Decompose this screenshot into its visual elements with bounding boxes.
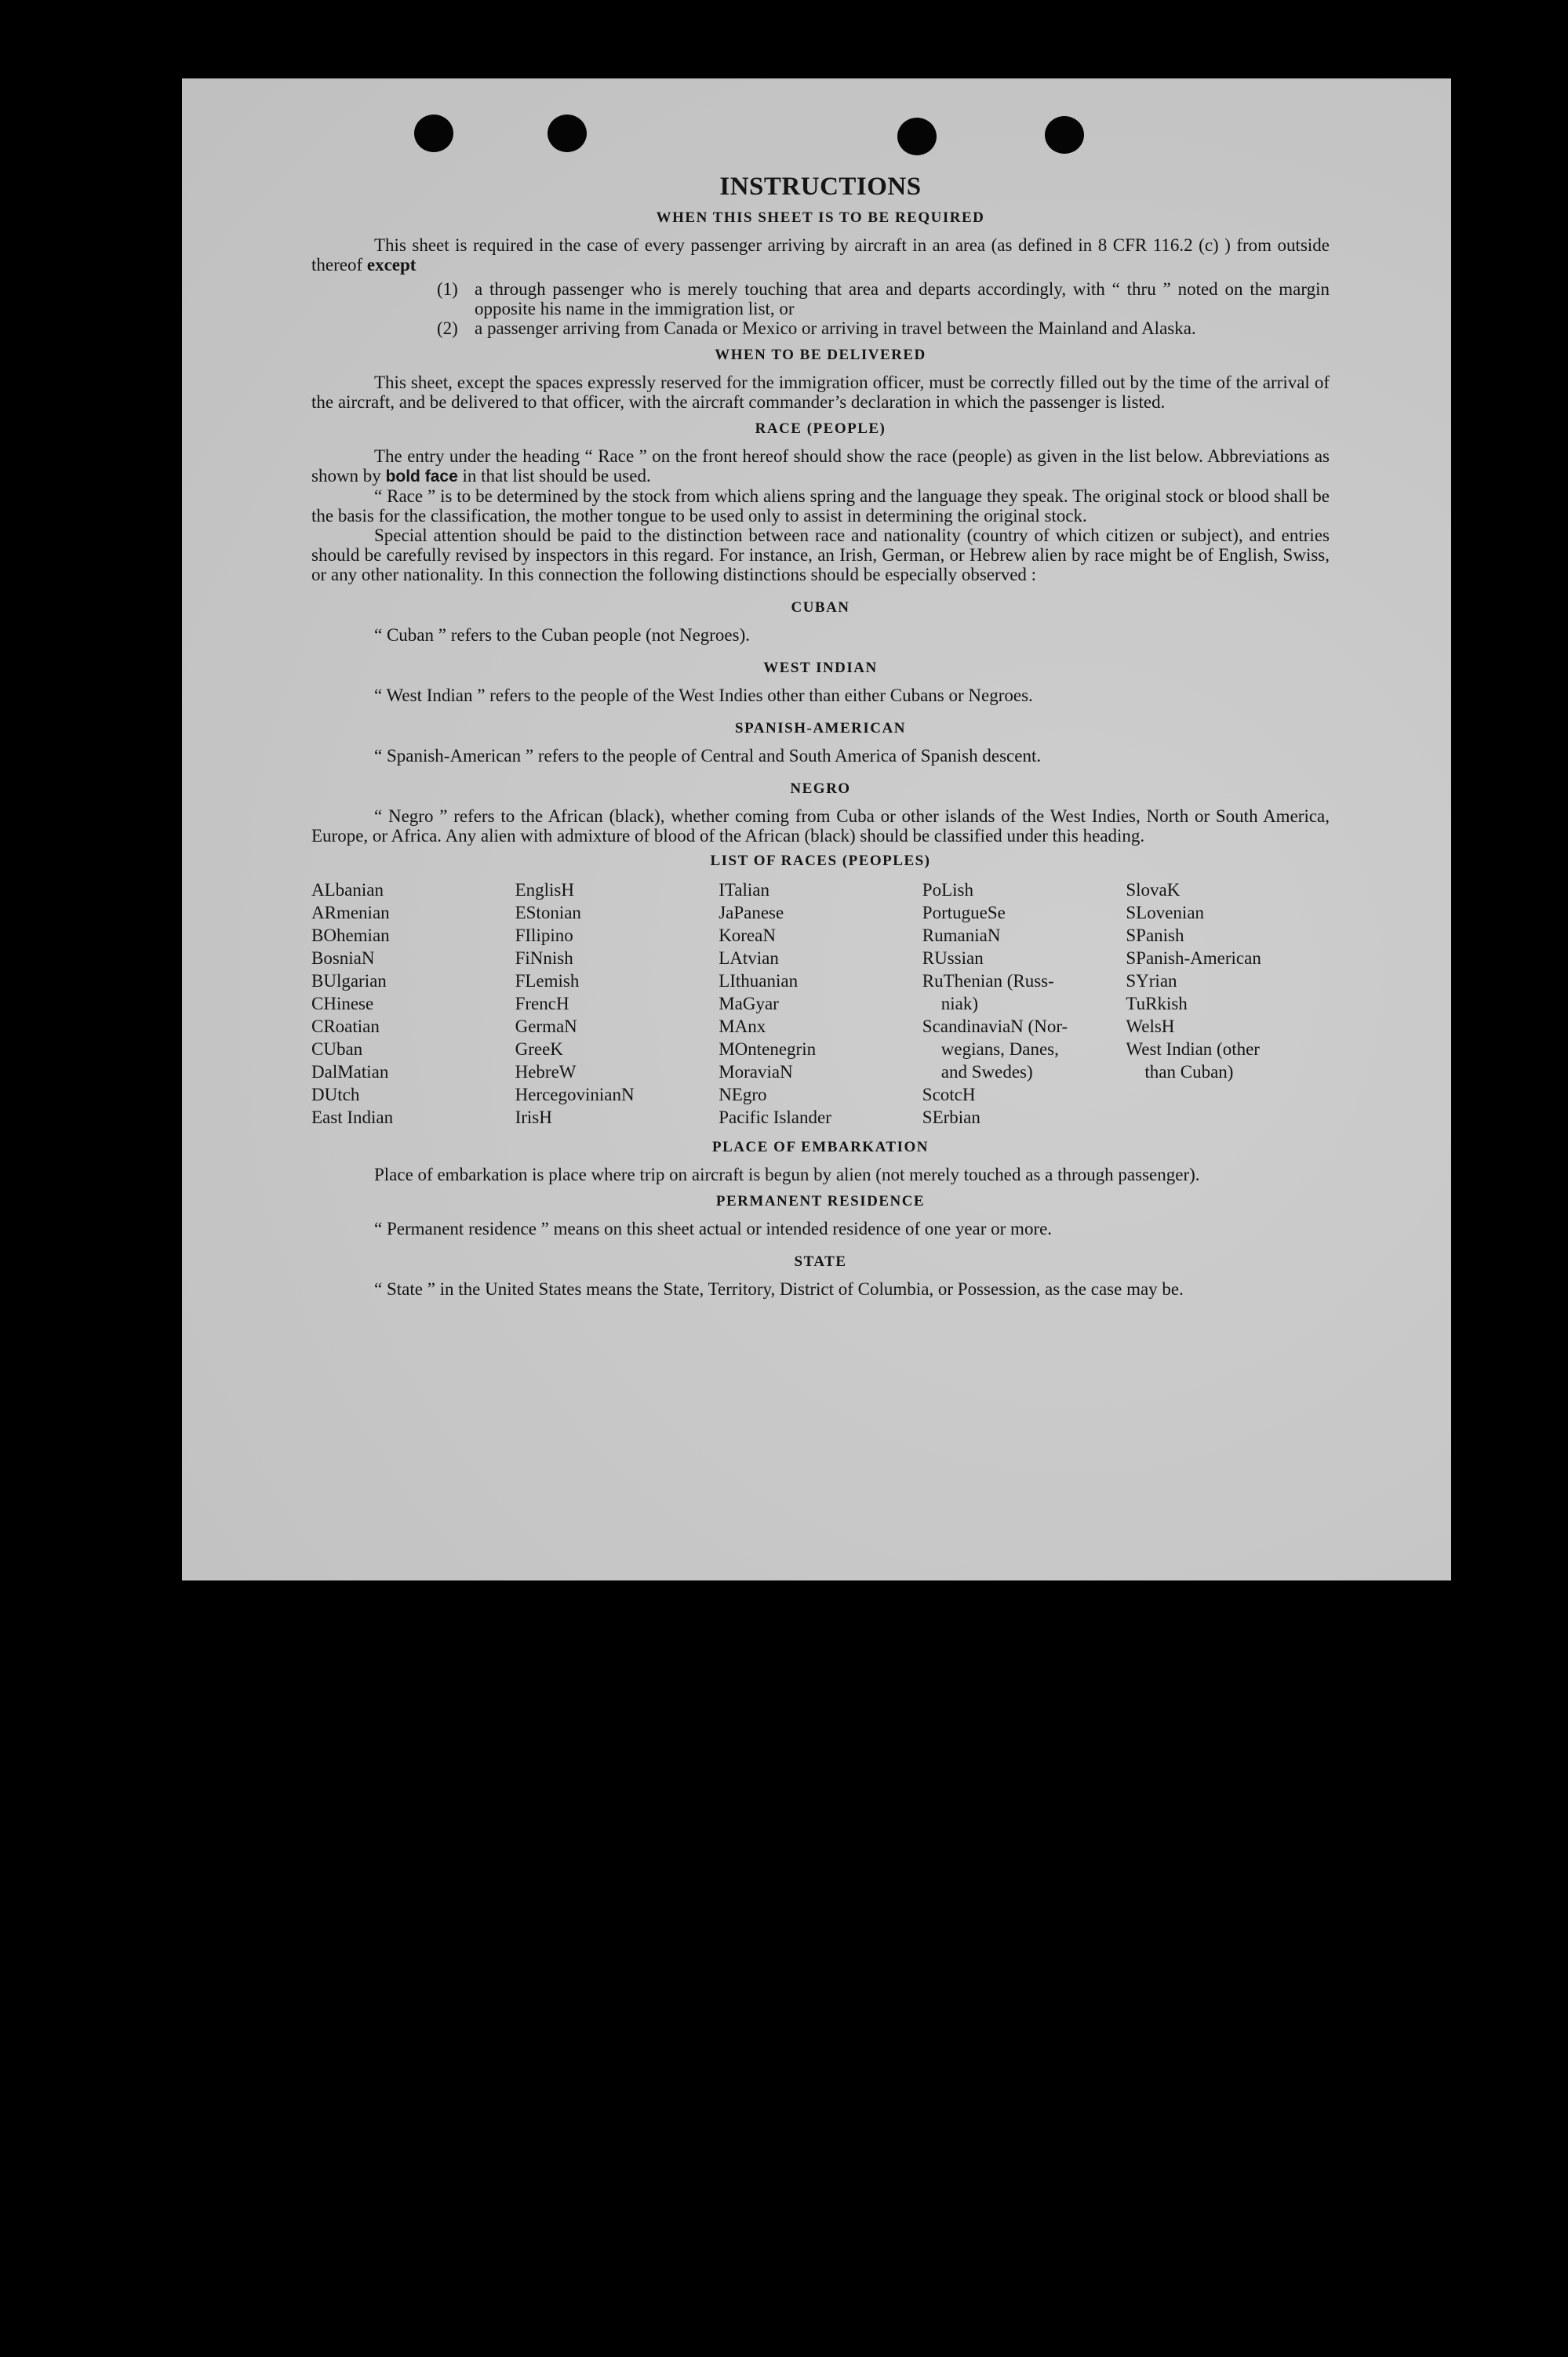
race-entry: KoreaN xyxy=(719,926,776,945)
instructions-body xyxy=(311,173,1330,1299)
race-entry: TuRkish xyxy=(1126,994,1188,1013)
race-entry: MAnx xyxy=(719,1017,766,1036)
race-entry: West Indian (other xyxy=(1126,1039,1260,1059)
except-keyword: except xyxy=(366,255,417,275)
state-definition: “ State ” in the United States means the State, Territory, District of Columbia, or Possession, as the case may be. xyxy=(374,1279,1184,1299)
section-heading-negro: NEGRO xyxy=(790,780,851,797)
races-list-heading: LIST OF RACES (PEOPLES) xyxy=(710,853,931,869)
race-entry: CUban xyxy=(311,1039,363,1059)
race-entry: RUssian xyxy=(922,948,984,968)
race-entry: SLovenian xyxy=(1126,903,1205,922)
race-entry: ITalian xyxy=(719,880,769,900)
race-entry: GreeK xyxy=(515,1039,563,1059)
race-entry: niak) xyxy=(940,994,979,1013)
races-column-2 xyxy=(515,878,719,1129)
item-text: a through passenger who is merely touching that area and departs accordingly, with “ thru ” noted on the margin opposite his name in the immigration list, or xyxy=(475,279,1330,318)
section-heading-delivered: WHEN TO BE DELIVERED xyxy=(715,347,926,363)
race-entry: ALbanian xyxy=(311,880,384,900)
race-entry: BUlgarian xyxy=(311,971,387,991)
bold-face-keyword: bold face xyxy=(385,467,458,486)
punch-hole xyxy=(1045,116,1084,154)
section-heading-required: WHEN THIS SHEET IS TO BE REQUIRED xyxy=(656,209,985,226)
race-entry: RuThenian (Russ- xyxy=(922,971,1054,991)
race-entry: SPanish-American xyxy=(1126,948,1261,968)
race-text-b: in that list should be used. xyxy=(462,466,651,486)
race-entry: PoLish xyxy=(922,880,973,900)
race-entry: SlovaK xyxy=(1126,880,1181,900)
races-column-1 xyxy=(311,878,515,1129)
delivered-paragraph: This sheet, except the spaces expressly reserved for the immigration officer, must be correctly filled out by the time of the arrival of the aircraft, and be delivered to that officer, with the aircraft commander’s declaration in which the passenger is listed. xyxy=(311,373,1330,412)
race-entry: FIlipino xyxy=(515,926,573,945)
section-heading-embarkation: PLACE OF EMBARKATION xyxy=(712,1139,929,1155)
races-column-3 xyxy=(719,878,922,1129)
race-entry: than Cuban) xyxy=(1144,1062,1234,1082)
race-entry: DalMatian xyxy=(311,1062,389,1082)
race-entry: WelsH xyxy=(1126,1017,1175,1036)
race-entry: DUtch xyxy=(311,1085,360,1104)
race-paragraph-3: Special attention should be paid to the distinction between race and nationality (country of which citizen or subject), and entries should be carefully revised by inspectors in this regard. For instance, an Irish, German, or Hebrew alien by race might be of English, Swiss, or any other nationality. In this connection the following distinctions should be especially observed : xyxy=(311,526,1330,584)
races-list xyxy=(311,878,1330,1129)
cuban-definition: “ Cuban ” refers to the Cuban people (not Negroes). xyxy=(374,625,751,645)
race-entry: JaPanese xyxy=(719,903,784,922)
race-entry: FiNnish xyxy=(515,948,573,968)
spanish-american-definition: “ Spanish-American ” refers to the people of Central and South America of Spanish descent. xyxy=(374,746,1042,766)
negro-definition: “ Negro ” refers to the African (black), whether coming from Cuba or other islands of the West Indies, North or South America, Europe, or Africa. Any alien with admixture of blood of the African (black) should be classified under this heading. xyxy=(311,806,1330,846)
race-entry: HebreW xyxy=(515,1062,577,1082)
race-entry: EStonian xyxy=(515,903,581,922)
required-paragraph xyxy=(311,235,1330,275)
race-entry: and Swedes) xyxy=(940,1062,1033,1082)
race-entry: ScotcH xyxy=(922,1085,976,1104)
race-entry: EnglisH xyxy=(515,880,574,900)
race-entry: FrencH xyxy=(515,994,569,1013)
page-title: INSTRUCTIONS xyxy=(719,173,922,201)
race-entry: CHinese xyxy=(311,994,374,1013)
punch-hole xyxy=(548,115,587,152)
section-heading-state: STATE xyxy=(794,1253,847,1270)
section-heading-residence: PERMANENT RESIDENCE xyxy=(715,1193,926,1209)
race-entry: RumaniaN xyxy=(922,926,1001,945)
instruction-sheet xyxy=(182,78,1451,1580)
race-entry: Pacific Islander xyxy=(719,1108,831,1127)
race-entry: ARmenian xyxy=(311,903,390,922)
exception-list xyxy=(437,279,1330,338)
race-entry: PortugueSe xyxy=(922,903,1006,922)
race-entry: FLemish xyxy=(515,971,580,991)
race-entry: MOntenegrin xyxy=(719,1039,817,1059)
race-paragraph-2: “ Race ” is to be determined by the stock from which aliens spring and the language they speak. The original stock or blood shall be the basis for the classification, the mother tongue to be used only to assist in determining the original stock. xyxy=(311,486,1330,526)
race-entry: East Indian xyxy=(311,1108,394,1127)
item-number: (1) xyxy=(437,279,458,299)
race-entry: SErbian xyxy=(922,1108,980,1127)
race-entry: LIthuanian xyxy=(719,971,799,991)
race-entry: GermaN xyxy=(515,1017,577,1036)
west-indian-definition: “ West Indian ” refers to the people of the West Indies other than either Cubans or Negroes. xyxy=(374,686,1033,705)
item-text: a passenger arriving from Canada or Mexico or arriving in travel between the Mainland and Alaska. xyxy=(475,318,1196,338)
races-column-4 xyxy=(922,878,1126,1129)
race-entry: wegians, Danes, xyxy=(940,1039,1059,1059)
section-heading-west-indian: WEST INDIAN xyxy=(763,660,878,676)
item-number: (2) xyxy=(437,318,458,338)
residence-definition: “ Permanent residence ” means on this sheet actual or intended residence of one year or more. xyxy=(374,1219,1053,1239)
section-heading-race: RACE (PEOPLE) xyxy=(755,420,886,437)
punch-hole xyxy=(897,118,937,155)
race-paragraph-1 xyxy=(311,446,1330,486)
exception-item xyxy=(437,318,1330,338)
race-entry: SYrian xyxy=(1126,971,1177,991)
race-entry: MaGyar xyxy=(719,994,779,1013)
race-entry: BOhemian xyxy=(311,926,390,945)
exception-item xyxy=(437,279,1330,318)
race-entry: HercegovinianN xyxy=(515,1085,635,1104)
race-entry: SPanish xyxy=(1126,926,1184,945)
race-entry: CRoatian xyxy=(311,1017,380,1036)
punch-hole xyxy=(414,115,453,152)
race-entry: LAtvian xyxy=(719,948,779,968)
race-entry: BosniaN xyxy=(311,948,375,968)
section-heading-spanish-american: SPANISH-AMERICAN xyxy=(735,720,906,737)
required-text: This sheet is required in the case of every passenger arriving by aircraft in an area (as defined in 8 CFR 116.2 (c) ) from outside thereof xyxy=(311,235,1330,275)
race-entry: NEgro xyxy=(719,1085,767,1104)
race-text-a: The entry under the heading “ Race ” on the front hereof should show the race (people) as given in the list below. Abbreviations as shown by xyxy=(311,446,1330,486)
race-entry: IrisH xyxy=(515,1108,552,1127)
races-column-5 xyxy=(1126,878,1330,1129)
race-entry: MoraviaN xyxy=(719,1062,793,1082)
race-entry: ScandinaviaN (Nor- xyxy=(922,1017,1068,1036)
section-heading-cuban: CUBAN xyxy=(791,599,850,616)
embarkation-definition: Place of embarkation is place where trip on aircraft is begun by alien (not merely touched as a through passenger). xyxy=(374,1165,1200,1184)
